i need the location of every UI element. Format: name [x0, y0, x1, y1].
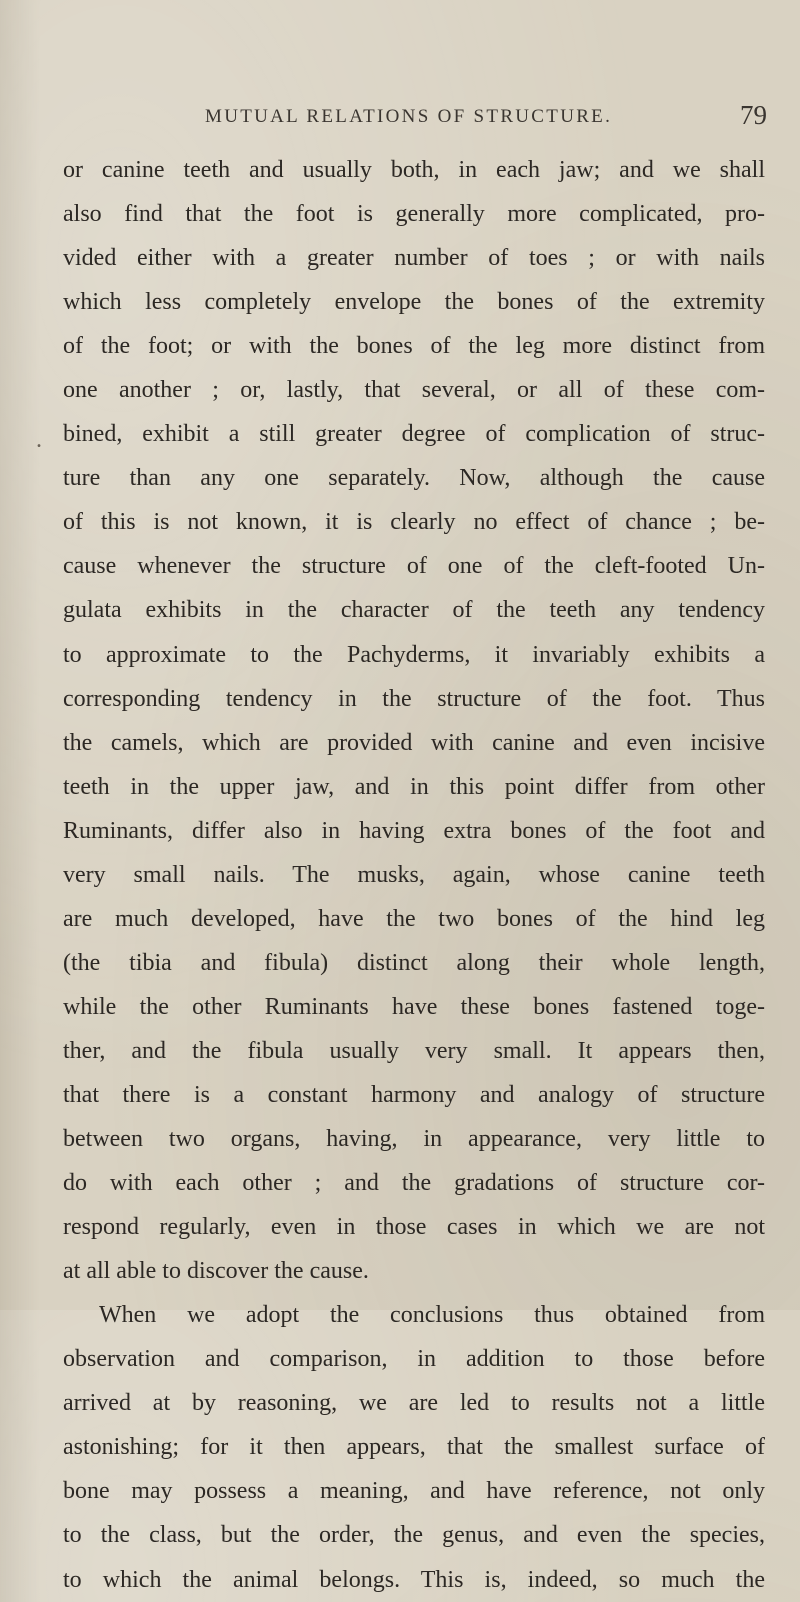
text-line: of the foot; or with the bones of the leg more distinct from [63, 333, 765, 360]
text-line: to approximate to the Pachyderms, it invariably exhibits a [63, 641, 765, 668]
text-line: very small nails. The musks, again, whose canine teeth [63, 861, 765, 888]
text-line: which less completely envelope the bones of the extremity [63, 289, 765, 316]
text-line: also find that the foot is generally more complicated, pro- [63, 201, 765, 228]
text-line: teeth in the upper jaw, and in this point differ from other [63, 773, 765, 800]
running-title: MUTUAL RELATIONS OF STRUCTURE. [205, 106, 613, 127]
text-line: to the class, but the order, the genus, and even the species, [63, 1522, 765, 1549]
text-line: the camels, which are provided with canine and even incisive [63, 729, 765, 756]
text-line: to which the animal belongs. This is, indeed, so much the [63, 1566, 765, 1593]
text-line: gulata exhibits in the character of the teeth any tendency [63, 597, 765, 624]
running-head [205, 100, 767, 146]
text-line: (the tibia and fibula) distinct along their whole length, [63, 949, 765, 976]
text-line: between two organs, having, in appearance, very little to [63, 1126, 765, 1153]
text-line: or canine teeth and usually both, in each jaw; and we shall [63, 157, 765, 183]
text-line: ther, and the fibula usually very small. It appears then, [63, 1037, 765, 1064]
text-line: ture than any one separately. Now, although the cause [63, 465, 765, 492]
text-line: one another ; or, lastly, that several, or all of these com- [63, 377, 765, 404]
text-line: observation and comparison, in addition to those before [63, 1346, 765, 1373]
text-line: of this is not known, it is clearly no effect of chance ; be- [63, 509, 765, 536]
text-line: Ruminants, differ also in having extra bones of the foot and [63, 817, 765, 844]
text-line: are much developed, have the two bones of the hind leg [63, 905, 765, 932]
text-line: at all able to discover the cause. [63, 1258, 369, 1285]
text-line: do with each other ; and the gradations of structure cor- [63, 1170, 765, 1197]
page-number: 79 [740, 100, 767, 130]
text-line: bone may possess a meaning, and have reference, not only [63, 1478, 765, 1505]
text-line: bined, exhibit a still greater degree of complication of struc- [63, 421, 765, 448]
text-line: that there is a constant harmony and analogy of structure [63, 1081, 765, 1108]
text-line: cause whenever the structure of one of the cleft-footed Un- [63, 553, 765, 580]
text-line: corresponding tendency in the structure of the foot. Thus [63, 685, 765, 712]
text-line: arrived at by reasoning, we are led to results not a little [63, 1390, 765, 1417]
text-line: vided either with a greater number of toes ; or with nails [63, 245, 765, 272]
body-text [63, 148, 765, 1602]
text-line: while the other Ruminants have these bones fastened toge- [63, 993, 765, 1020]
text-line: When we adopt the conclusions thus obtained from [99, 1302, 765, 1329]
text-line: astonishing; for it then appears, that the smallest surface of [63, 1434, 765, 1461]
text-line: respond regularly, even in those cases in which we are not [63, 1214, 765, 1241]
margin-mark: . [36, 427, 42, 453]
